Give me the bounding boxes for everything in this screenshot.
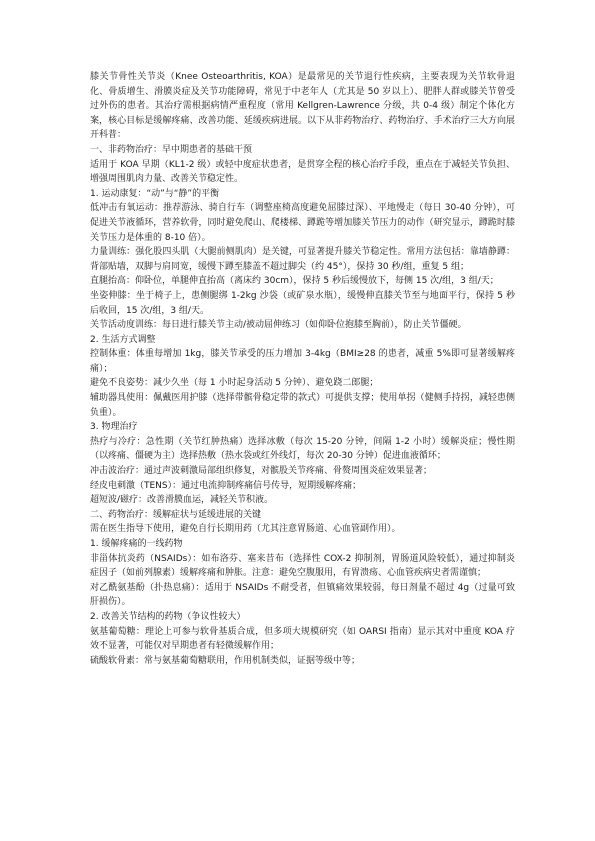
subheading-exercise: 1. 运动康复：“动”与“静”的平衡 bbox=[90, 188, 220, 199]
paragraph: 非甾体抗炎药（NSAIDs）：如布洛芬、塞来昔布（选择性 COX-2 抑制剂，胃肠道风险较低），通过抑制炎症因子（如前列腺素）缓解疼痛和肿胀。注意：避免空腹服用，有胃溃疡、心血管疾病史者需谨慎； bbox=[90, 553, 515, 579]
paragraph: 对乙酰氨基酚（扑热息痛）：适用于 NSAIDs 不耐受者，但镇痛效果较弱，每日剂量不超过 4g（过量可致肝损伤）。 bbox=[90, 582, 515, 608]
paragraph: 经皮电刺激（TENS）：通过电流抑制疼痛信号传导，短期缓解疼痛； bbox=[90, 480, 362, 491]
paragraph: 低冲击有氧运动：推荐游泳、骑自行车（调整座椅高度避免屈膝过深）、平地慢走（每日 30-40 分钟），可促进关节液循环，营养软骨，同时避免爬山、爬楼梯、蹲跪等增加膝关节压力的动作（研究显示，蹲跪时膝关节压力是体重的 8-10 倍）。 bbox=[90, 203, 515, 243]
paragraph: 氨基葡萄糖：理论上可参与软骨基质合成，但多项大规模研究（如 OARSI 指南）显示其对中重度 KOA 疗效不显著，可能仅对早期患者有轻微缓解作用； bbox=[90, 626, 515, 652]
document-body bbox=[90, 70, 515, 668]
subheading-lifestyle: 2. 生活方式调整 bbox=[90, 334, 156, 345]
subheading-first-line-drugs: 1. 缓解疼痛的一线药物 bbox=[90, 539, 183, 549]
paragraph: 需在医生指导下使用，避免自行长期用药（尤其注意胃肠道、心血管副作用）。 bbox=[90, 524, 401, 535]
paragraph: 坐姿伸膝：坐于椅子上，患侧腿绑 1-2kg 沙袋（或矿泉水瓶），缓慢伸直膝关节至与地面平行，保持 5 秒后收回，15 次/组，3 组/天。 bbox=[90, 290, 515, 316]
section-heading-drug: 二、药物治疗：缓解症状与延缓进展的关键 bbox=[90, 509, 262, 520]
subheading-physical-therapy: 3. 物理治疗 bbox=[90, 422, 138, 433]
intro-paragraph: 膝关节骨性关节炎（Knee Osteoarthritis, KOA）是最常见的关节退行性疾病，主要表现为关节软骨退化、骨质增生、滑膜炎症及关节功能障碍，常见于中老年人（尤其是 50 岁以上）、肥胖人群或膝关节曾受过外伤的患者。其治疗需根据病情严重程度（常用 Kellgren-Lawrence 分级，共 0-4 级）制定个体化方案，核心目标是缓解疼痛、改善功能、延缓疾病进展。以下从非药物治疗、药物治疗、手术治疗三大方向展开科普： bbox=[90, 72, 515, 141]
paragraph: 避免不良姿势：减少久坐（每 1 小时起身活动 5 分钟）、避免跷二郎腿； bbox=[90, 378, 379, 389]
paragraph: 辅助器具使用：佩戴医用护膝（选择带髌骨稳定带的款式）可提供支撑；使用单拐（健侧手持拐，减轻患侧负重）。 bbox=[90, 393, 515, 418]
paragraph: 适用于 KOA 早期（KL1-2 级）或轻中度症状患者，是贯穿全程的核心治疗手段，重点在于减轻关节负担、增强周围肌肉力量、改善关节稳定性。 bbox=[90, 159, 515, 185]
section-heading-non-drug: 一、非药物治疗：早中期患者的基础干预 bbox=[90, 144, 253, 155]
paragraph: 控制体重：体重每增加 1kg，膝关节承受的压力增加 3-4kg（BMI≥28 的患者，减重 5%即可显著缓解疼痛）； bbox=[90, 349, 515, 374]
subheading-structure-drugs: 2. 改善关节结构的药物（争议性较大） bbox=[90, 611, 246, 622]
paragraph: 热疗与冷疗：急性期（关节红肿热痛）选择冰敷（每次 15-20 分钟，间隔 1-2 小时）缓解炎症；慢性期（以疼痛、僵硬为主）选择热敷（热水袋或红外线灯，每次 20-30 分钟）促进血液循环； bbox=[90, 436, 515, 462]
paragraph: 冲击波治疗：通过声波刺激局部组织修复，对髌股关节疼痛、骨赘周围炎症效果显著； bbox=[90, 466, 433, 477]
paragraph: 关节活动度训练：每日进行膝关节主动/被动屈伸练习（如仰卧位抱膝至胸前），防止关节僵硬。 bbox=[90, 320, 467, 331]
paragraph: 力量训练：强化股四头肌（大腿前侧肌肉）是关键，可显著提升膝关节稳定性。常用方法包括：靠墙静蹲：背部贴墙，双脚与肩同宽，缓慢下蹲至膝盖不超过脚尖（约 45°），保持 30 秒/组，重复 5 组； bbox=[90, 247, 515, 272]
paragraph: 直腿抬高：仰卧位，单腿伸直抬高（离床约 30cm），保持 5 秒后缓慢放下，每侧 15 次/组，3 组/天； bbox=[90, 276, 499, 287]
paragraph: 硫酸软骨素：常与氨基葡萄糖联用，作用机制类似，证据等级中等； bbox=[90, 655, 361, 666]
paragraph: 超短波/磁疗：改善滑膜血运，减轻关节积液。 bbox=[90, 495, 274, 506]
